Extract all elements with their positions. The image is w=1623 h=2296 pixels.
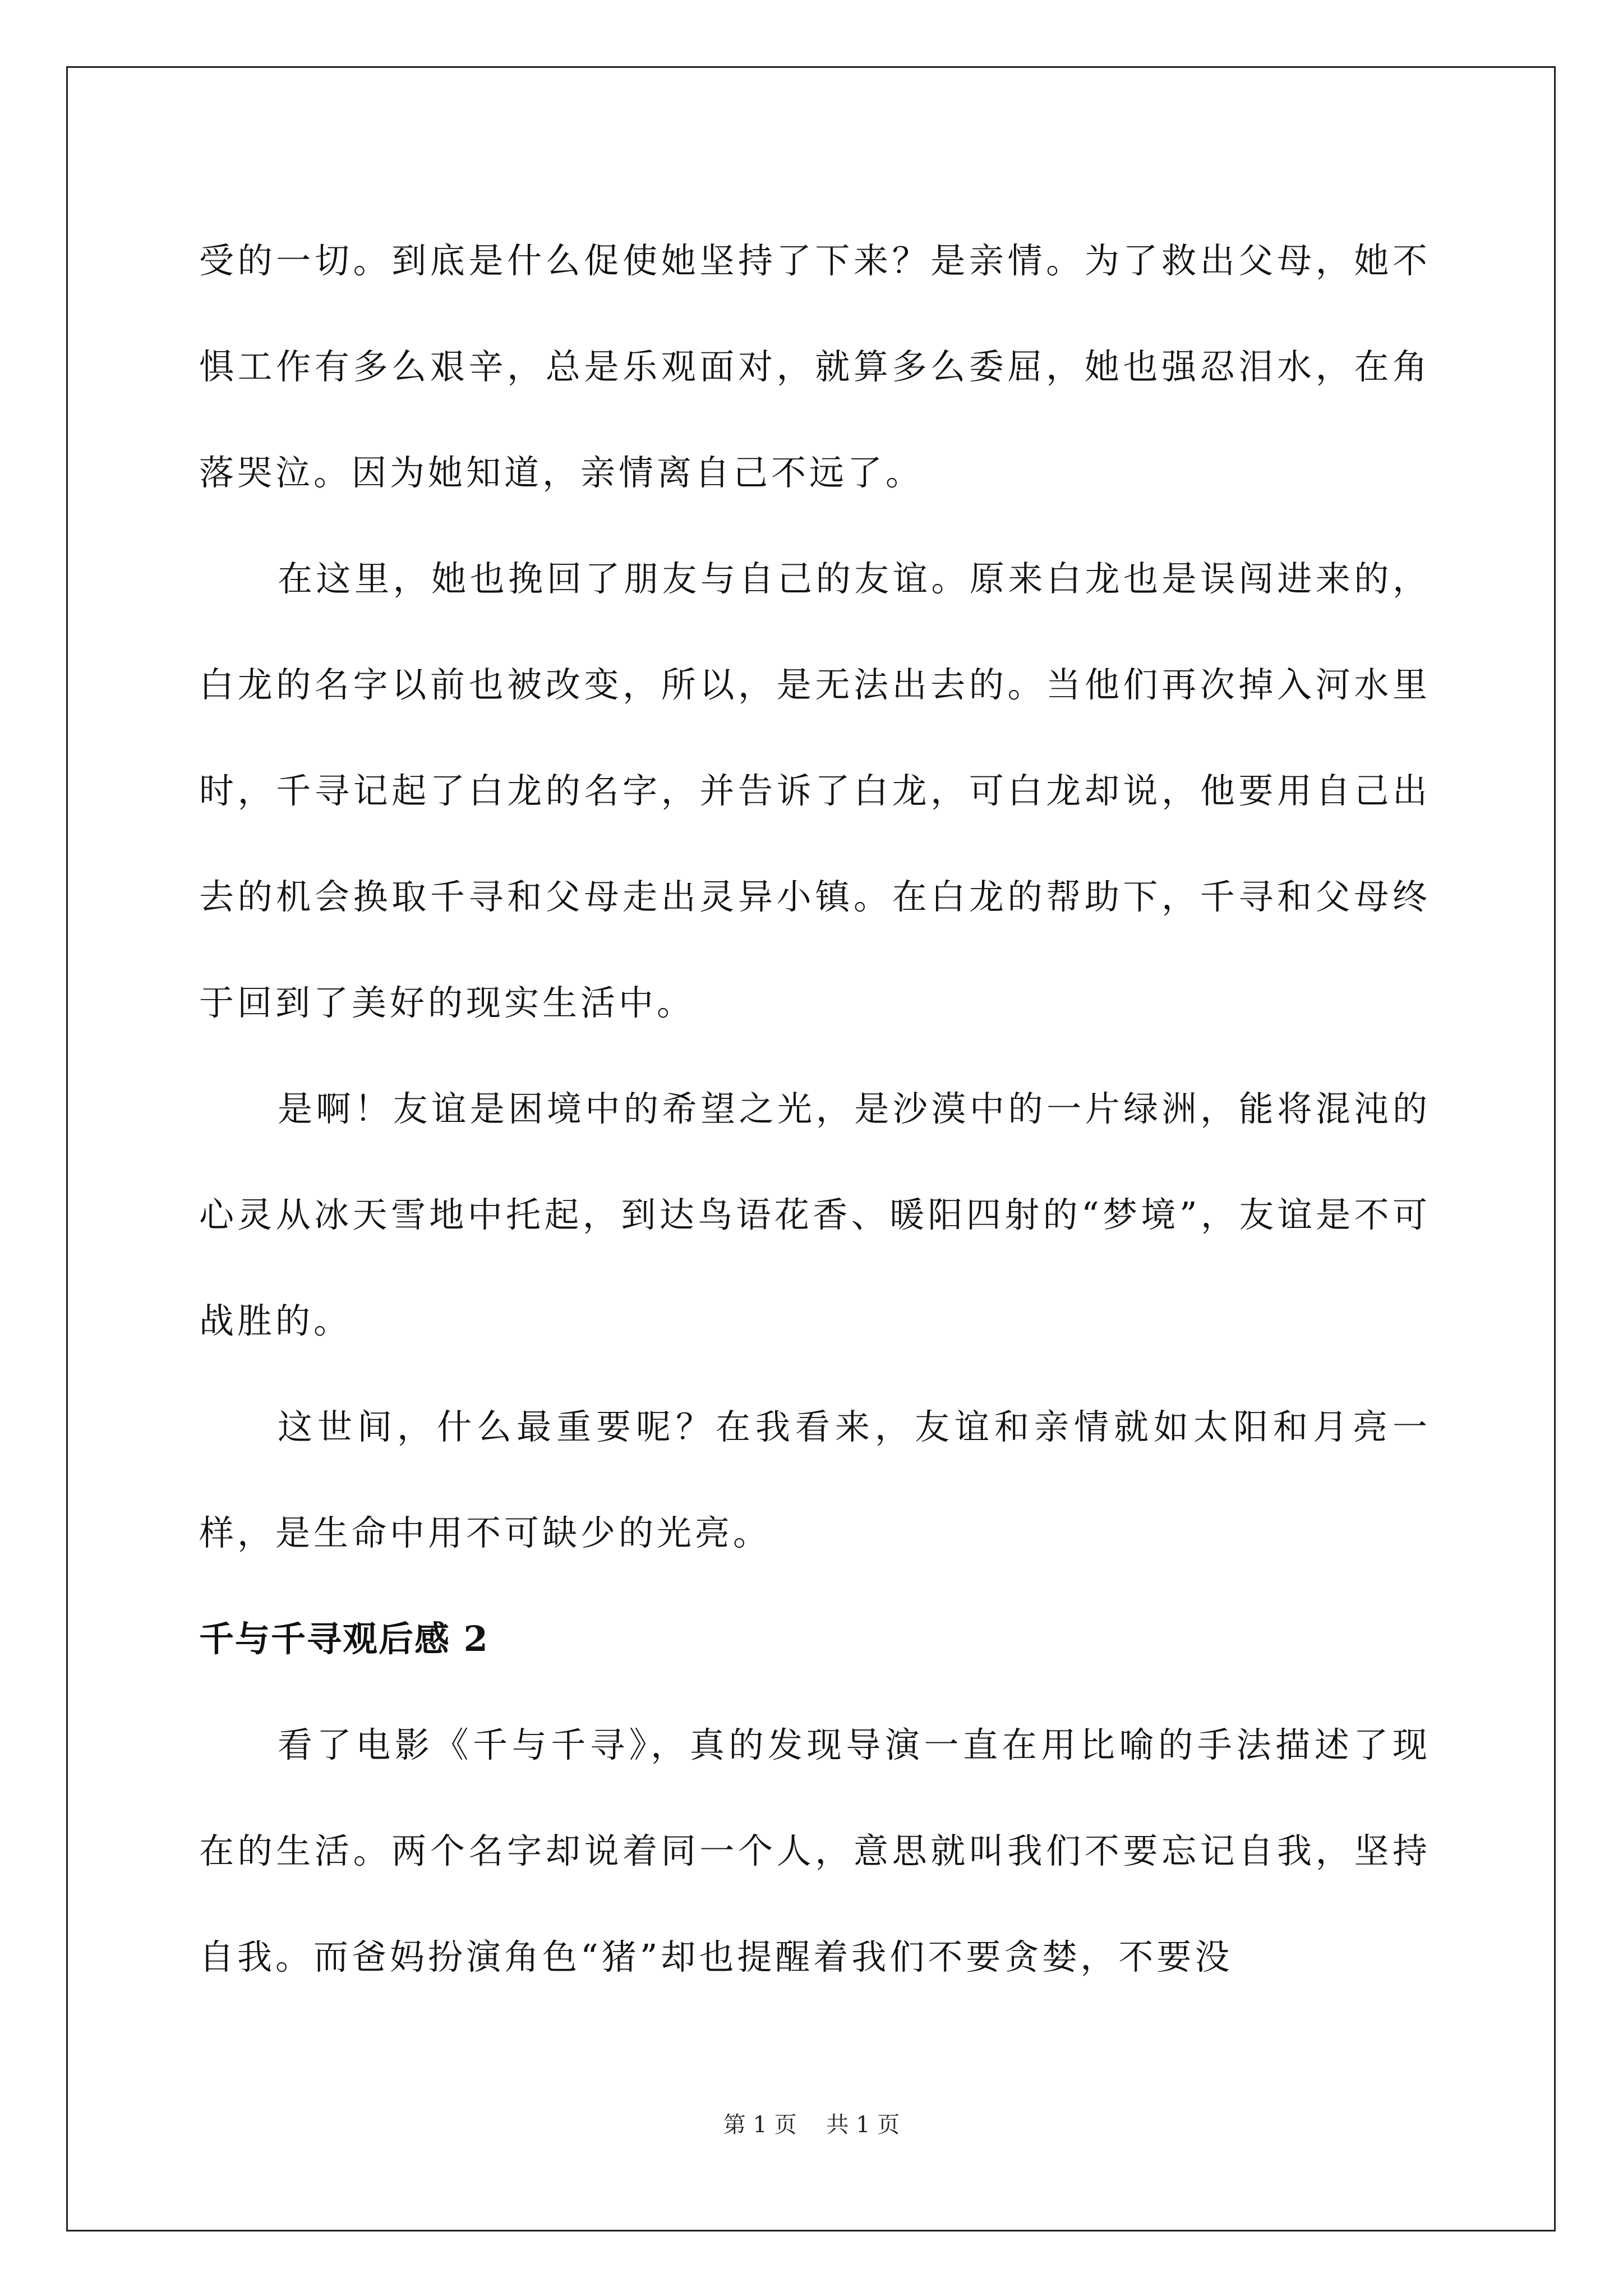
paragraph-1: 受的一切。到底是什么促使她坚持了下来？是亲情。为了救出父母，她不惧工作有多么艰辛，总是乐观面对，就算多么委屈，她也强忍泪水，在角落哭泣。因为她知道，亲情离自己不远了。	[199, 240, 1431, 493]
paragraph-5: 看了电影《千与千寻》，真的发现导演一直在用比喻的手法描述了现在的生活。两个名字却说着同一个人，意思就叫我们不要忘记自我，坚持自我。而爸妈扮演角色“猪”却也提醒着我们不要贪婪，不要没	[199, 1724, 1431, 1977]
document-body	[199, 208, 1431, 2010]
section-heading: 千与千寻观后感 2	[199, 1618, 489, 1659]
paragraph-2: 在这里，她也挽回了朋友与自己的友谊。原来白龙也是误闯进来的，白龙的名字以前也被改变，所以，是无法出去的。当他们再次掉入河水里时，千寻记起了白龙的名字，并告诉了白龙，可白龙却说，他要用自己出去的机会换取千寻和父母走出灵异小镇。在白龙的帮助下，千寻和父母终于回到了美好的现实生活中。	[199, 558, 1431, 1023]
page-number: 第 1 页	[723, 2112, 797, 2138]
paragraph-3: 是啊！友谊是困境中的希望之光，是沙漠中的一片绿洲，能将混沌的心灵从冰天雪地中托起，到达鸟语花香、暖阳四射的“梦境”，友谊是不可战胜的。	[199, 1088, 1431, 1341]
page-footer	[0, 2108, 1623, 2142]
paragraph-4: 这世间，什么最重要呢？在我看来，友谊和亲情就如太阳和月亮一样，是生命中用不可缺少的光亮。	[199, 1406, 1431, 1553]
page-total: 共 1 页	[826, 2112, 900, 2138]
